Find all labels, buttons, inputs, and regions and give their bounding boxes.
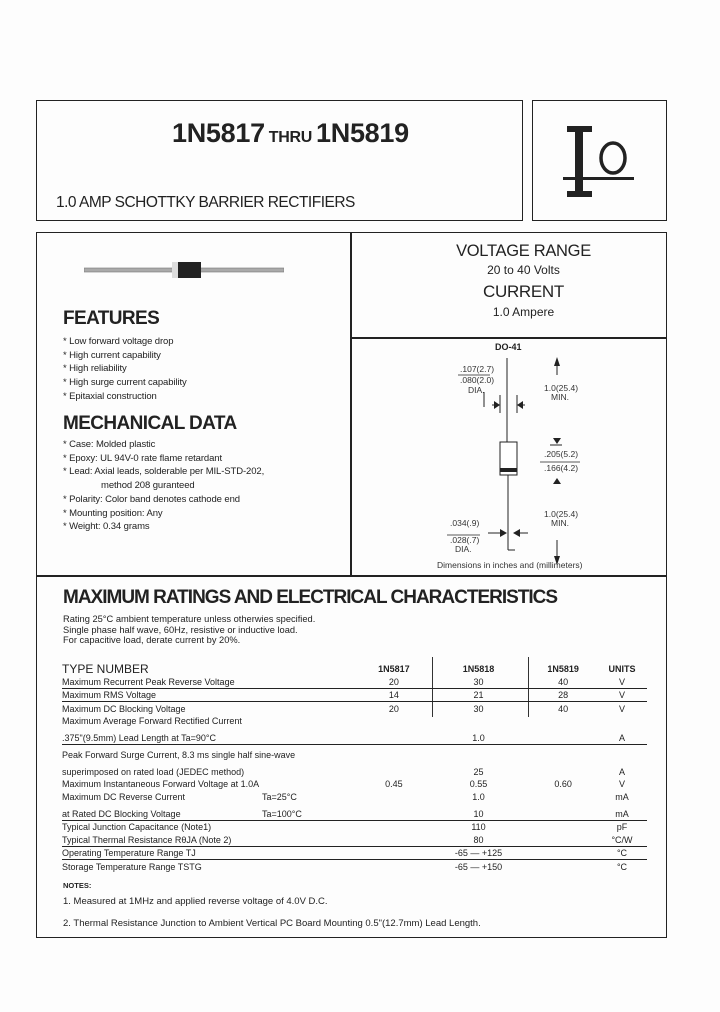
diode-image-icon	[84, 262, 284, 280]
feature-item: * Epitaxial construction	[63, 390, 157, 402]
table-row	[62, 688, 647, 702]
mechanical-item: * Case: Molded plastic	[63, 439, 156, 450]
io-logo-icon	[532, 100, 667, 221]
value-unit: °C	[597, 860, 647, 873]
value-unit: V	[618, 676, 625, 687]
body-length-max: .205(5.2)	[544, 449, 579, 459]
row-label: Maximum Recurrent Peak Reverse Voltage	[62, 676, 235, 687]
table-row	[62, 846, 647, 860]
mechanical-item: * Lead: Axial leads, solderable per MIL-STD-202,	[63, 466, 265, 478]
row-label: Operating Temperature Range TJ	[62, 846, 360, 860]
value-1n5817: 0.45	[385, 779, 403, 790]
value-1n5819: 40	[558, 676, 569, 687]
row-label: Typical Thermal Resistance RθJA (Note 2)	[62, 834, 232, 845]
value-unit: mA	[615, 792, 629, 803]
body-length-min: .166(4.2)	[544, 463, 579, 473]
value-1n5818: -65 — +150	[428, 860, 530, 873]
col-1n5819: 1N5819	[547, 664, 579, 674]
row-label: Peak Forward Surge Current, 8.3 ms single half sine-wave	[62, 744, 360, 761]
table-row	[62, 761, 647, 778]
package-name: DO-41	[495, 342, 522, 352]
row-label: Maximum Average Forward Rectified Current	[62, 716, 242, 727]
condition-line: Rating 25°C ambient temperature unless otherwies specified.	[63, 614, 316, 624]
features-title: FEATURES	[63, 308, 160, 329]
wire-dia-min: .028(.7)	[450, 535, 480, 545]
value-1n5818: 0.55	[469, 779, 488, 790]
row-label: .375"(9.5mm) Lead Length at Ta=90°C	[62, 732, 216, 743]
product-subtitle: 1.0 AMP SCHOTTKY BARRIER RECTIFIERS	[56, 194, 355, 211]
table-row	[62, 715, 647, 728]
mechanical-title: MECHANICAL DATA	[63, 413, 237, 434]
value-1n5819	[529, 761, 597, 778]
wire-dia-label: DIA.	[455, 544, 472, 554]
row-label: Storage Temperature Range TSTG	[62, 860, 360, 873]
ratings-title: MAXIMUM RATINGS AND ELECTRICAL CHARACTERISTICS	[63, 587, 558, 608]
dimensions-caption: Dimensions in inches and (millimeters)	[437, 560, 583, 570]
value-1n5819	[529, 715, 597, 728]
table-row	[62, 727, 647, 744]
value-1n5818: 110	[428, 820, 530, 833]
value-1n5818: 30	[428, 702, 530, 715]
value-1n5817	[360, 820, 428, 833]
lead-length-bottom: 1.0(25.4)	[544, 509, 579, 519]
value-unit: A	[618, 732, 625, 743]
value-1n5819: 0.60	[554, 779, 572, 790]
thru-label: THRU	[268, 129, 313, 146]
value-1n5819	[529, 727, 597, 744]
table-row	[62, 833, 647, 846]
value-unit	[597, 744, 647, 761]
value-1n5819	[529, 833, 597, 846]
condition-line: For capacitive load, derate current by 20%.	[63, 635, 241, 645]
row-condition: Ta=100°C	[262, 808, 302, 819]
value-1n5818	[428, 744, 530, 761]
value-1n5817	[360, 727, 428, 744]
value-1n5818: 21	[428, 688, 530, 702]
table-row	[62, 744, 647, 761]
value-1n5817	[360, 846, 428, 860]
note-1: 1. Measured at 1MHz and applied reverse voltage of 4.0V D.C.	[63, 896, 328, 907]
voltage-range-label: VOLTAGE RANGE	[456, 242, 591, 260]
table-row	[62, 860, 647, 873]
value-1n5817	[360, 715, 428, 728]
row-label: Maximum DC Blocking Voltage	[62, 702, 360, 715]
value-1n5817: 20	[388, 676, 399, 687]
value-1n5817	[360, 790, 428, 803]
table-header-row	[62, 660, 647, 675]
part-number-title	[172, 118, 409, 149]
value-1n5818: 10	[473, 808, 484, 819]
row-label: superimposed on rated load (JEDEC method)	[62, 766, 245, 777]
value-unit: pF	[597, 820, 647, 833]
value-1n5819	[529, 744, 597, 761]
value-1n5817	[360, 803, 428, 820]
ratings-conditions	[63, 614, 315, 646]
condition-line: Single phase half wave, 60Hz, resistive or inductive load.	[63, 624, 298, 635]
value-unit	[597, 715, 647, 728]
value-1n5818: -65 — +125	[428, 846, 530, 860]
value-1n5819	[529, 846, 597, 860]
horizontal-divider	[36, 575, 667, 577]
mechanical-item: method 208 guranteed	[101, 480, 195, 492]
value-unit: V	[597, 702, 647, 715]
value-1n5819: 40	[529, 702, 597, 715]
mechanical-list	[63, 438, 264, 534]
value-unit: V	[597, 688, 647, 702]
row-label	[62, 803, 360, 820]
feature-item: * Low forward voltage drop	[63, 336, 174, 347]
note-2: 2. Thermal Resistance Junction to Ambient Vertical PC Board Mounting 0.5"(12.7mm) Lead Length.	[63, 918, 481, 929]
value-1n5819	[529, 790, 597, 803]
col-1n5818: 1N5818	[462, 664, 495, 674]
mechanical-item: * Weight: 0.34 grams	[63, 521, 150, 533]
table-row	[62, 803, 647, 820]
lead-dia-max: .107(2.7)	[460, 364, 495, 374]
lead-length-top: 1.0(25.4)	[544, 383, 579, 393]
value-1n5819: 28	[529, 688, 597, 702]
mechanical-item: * Epoxy: UL 94V-0 rate flame retardant	[63, 452, 223, 464]
mechanical-item: * Polarity: Color band denotes cathode end	[63, 493, 240, 505]
value-unit: °C/W	[611, 834, 633, 845]
lead-length-top-min: MIN.	[551, 392, 569, 402]
part-to: 1N5819	[316, 118, 409, 148]
current-value: 1.0 Ampere	[492, 305, 555, 319]
part-from: 1N5817	[172, 118, 265, 148]
value-1n5819	[529, 860, 597, 873]
value-unit: mA	[615, 808, 629, 819]
value-1n5818: 1.0	[472, 792, 485, 803]
table-row	[62, 675, 647, 688]
table-row	[62, 778, 647, 791]
value-1n5819	[529, 803, 597, 820]
logo-box	[532, 100, 667, 221]
col-units: UNITS	[608, 664, 636, 674]
lead-dia-label: DIA.	[468, 385, 485, 395]
value-1n5818: 25	[473, 766, 484, 777]
value-unit: V	[618, 779, 625, 790]
feature-item: * High reliability	[63, 363, 127, 375]
value-unit: A	[618, 766, 625, 777]
value-1n5817	[360, 761, 428, 778]
value-1n5817	[360, 744, 428, 761]
value-1n5818: 80	[473, 834, 484, 845]
value-unit: °C	[597, 846, 647, 860]
row-label	[62, 790, 360, 803]
ratings-table	[62, 660, 647, 873]
table-row	[62, 790, 647, 803]
feature-item: * High current capability	[63, 349, 161, 361]
row-label: Maximum Instantaneous Forward Voltage at 1.0A	[62, 779, 260, 790]
value-1n5817	[360, 860, 428, 873]
table-row	[62, 702, 647, 715]
voltage-range-value: 20 to 40 Volts	[487, 263, 560, 277]
lead-length-bottom-min: MIN.	[551, 518, 569, 528]
col-type-number: TYPE NUMBER	[62, 662, 149, 676]
value-1n5818: 30	[473, 676, 484, 687]
row-label: Typical Junction Capacitance (Note1)	[62, 820, 360, 833]
col-1n5817: 1N5817	[378, 664, 410, 674]
row-label-text: Maximum DC Reverse Current	[62, 792, 186, 803]
row-condition: Ta=25°C	[262, 792, 297, 803]
feature-item: * High surge current capability	[63, 377, 187, 389]
package-drawing	[437, 335, 600, 575]
current-label: CURRENT	[482, 282, 564, 301]
features-list	[63, 335, 187, 404]
value-1n5817	[360, 833, 428, 846]
wire-dia-max: .034(.9)	[450, 518, 480, 528]
row-label-text: at Rated DC Blocking Voltage	[62, 808, 181, 819]
value-1n5819	[529, 820, 597, 833]
table-row	[62, 820, 647, 833]
lead-dia-min: .080(2.0)	[460, 375, 495, 385]
row-label: Maximum RMS Voltage	[62, 688, 360, 702]
value-1n5818	[428, 715, 530, 728]
value-1n5818: 1.0	[472, 732, 485, 743]
notes-title: NOTES:	[63, 881, 92, 890]
value-1n5817: 20	[360, 702, 428, 715]
mechanical-item: * Mounting position: Any	[63, 507, 163, 519]
value-1n5817: 14	[360, 688, 428, 702]
